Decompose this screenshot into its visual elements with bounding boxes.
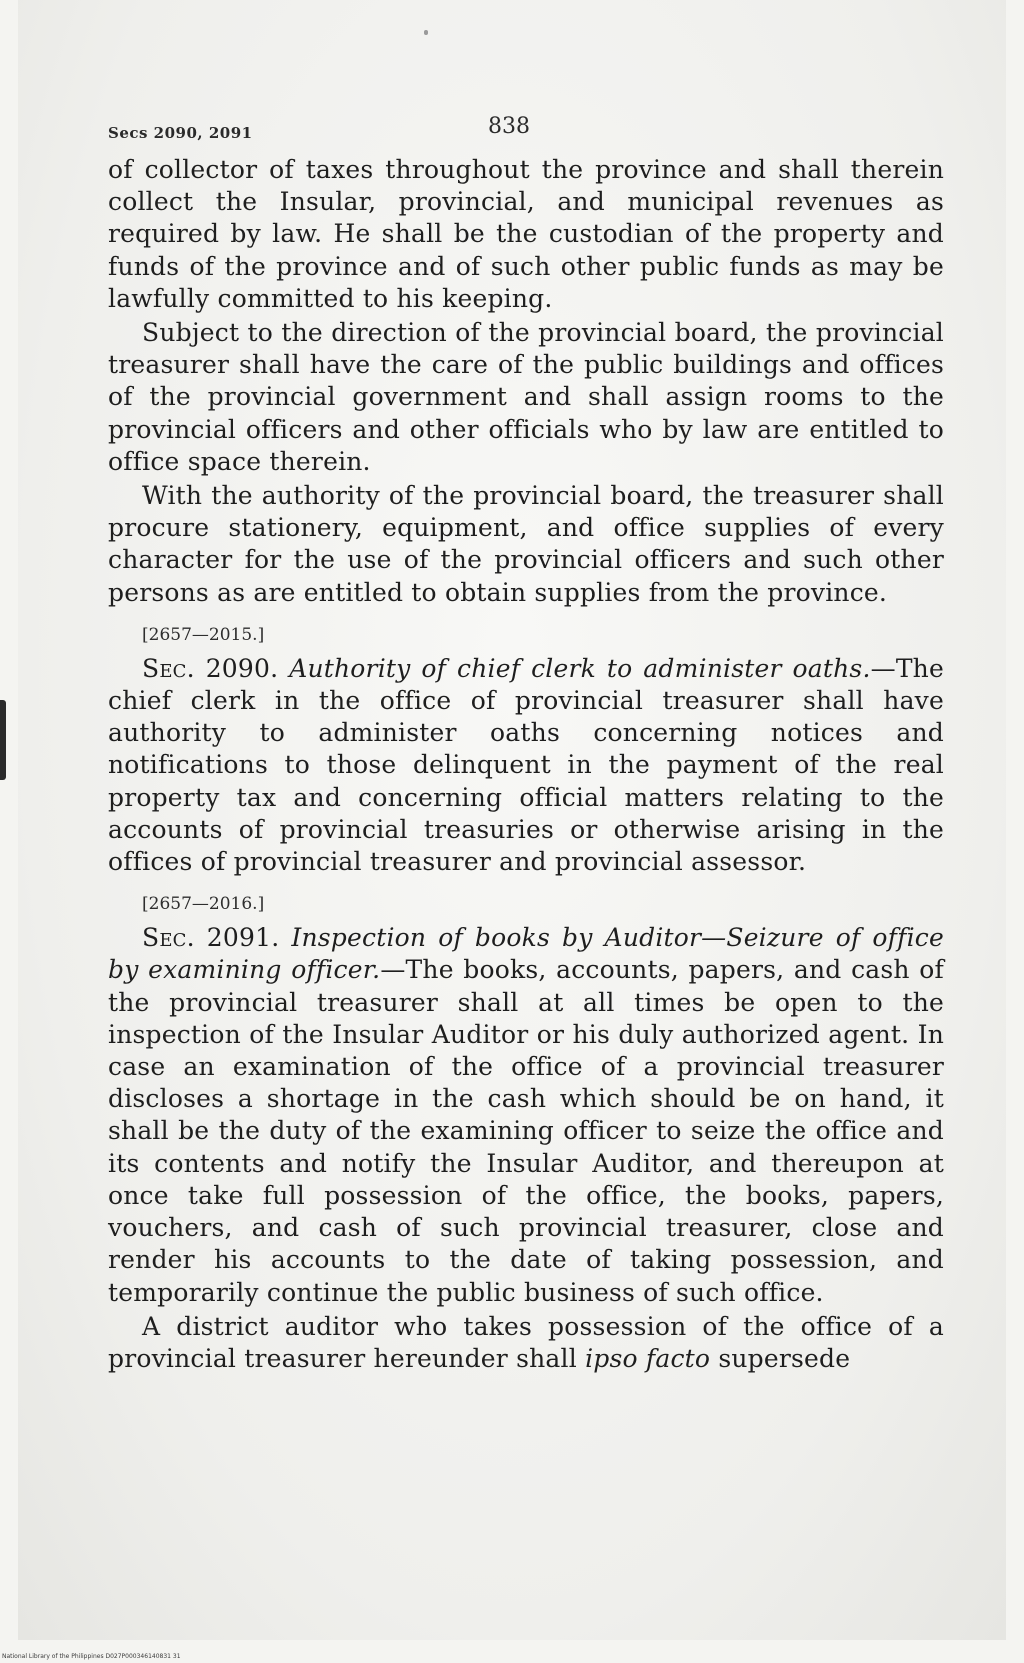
- paragraph-collector: of collector of taxes throughout the province and shall therein collect the Insular, provincial, and municipal revenues as required by law. He shall be the custodian of the property and funds of the province and of such other public funds as may be lawfully committed to his keeping.: [108, 155, 944, 313]
- citation-2090: [2657—2015.]: [142, 624, 265, 645]
- section-label: Sec. 2091.: [142, 923, 280, 953]
- running-header: [108, 108, 944, 154]
- binding-edge-shadow: [0, 700, 6, 780]
- section-label: Sec. 2090.: [142, 653, 279, 683]
- section-range-header: Secs 2090, 2091: [108, 124, 253, 142]
- paragraph-buildings: Subject to the direction of the provincial board, the provincial treasurer shall have the care of the public buildings and offices of the provincial government and shall assign rooms to the provincial officers and other officials who by law are entitled to office space therein.: [108, 318, 944, 476]
- page-number: 838: [488, 114, 530, 139]
- section-body: The chief clerk in the office of provincial treasurer shall have authority to administer oaths concerning notices and notifications to those delinquent in the payment of the real property tax and concerning official matters relating to the accounts of provincial treasuries or otherwise arising in the offices of provincial treasurer and provincial assessor.: [108, 653, 944, 877]
- latin-phrase: ipso facto: [585, 1343, 711, 1373]
- section-title: Inspection of books by Auditor—Seizure of office by examining officer.: [108, 923, 944, 985]
- library-footer: National Library of the Philippines D027P000346140831 31: [2, 1653, 181, 1660]
- paragraph-supplies: With the authority of the provincial board, the treasurer shall procure stationery, equipment, and office supplies of every character for the use of the provincial officers and such other persons as are entitled to obtain supplies from the province.: [108, 481, 944, 607]
- section-title: Authority of chief clerk to administer oaths.: [289, 653, 871, 683]
- section-dash: —: [870, 653, 896, 683]
- page-content: [108, 108, 944, 1375]
- paragraph-text-after: supersede: [718, 1343, 851, 1373]
- section-dash: —: [380, 955, 406, 985]
- section-2090: [108, 653, 944, 878]
- citation-2091: [2657—2016.]: [142, 894, 265, 915]
- section-body: The books, accounts, papers, and cash of the provincial treasurer shall at all times be open to the inspection of the Insular Auditor or his duly authorized agent. In case an examination of the office of a provincial treasurer discloses a shortage in the cash which should be on hand, it shall be the duty of the examining officer to seize the office and its contents and notify the Insular Auditor, and thereupon at once take full possession of the office, the books, papers, vouchers, and cash of such provincial treasurer, close and render his accounts to the date of taking possession, and temporarily continue the public business of such office.: [108, 955, 944, 1307]
- paragraph-district-auditor: [108, 1311, 944, 1375]
- paragraph-text-before: A district auditor who takes possession of the office of a provincial treasurer hereunder shall: [108, 1311, 944, 1373]
- section-2091: [108, 922, 944, 1308]
- scan-speck: [424, 30, 428, 35]
